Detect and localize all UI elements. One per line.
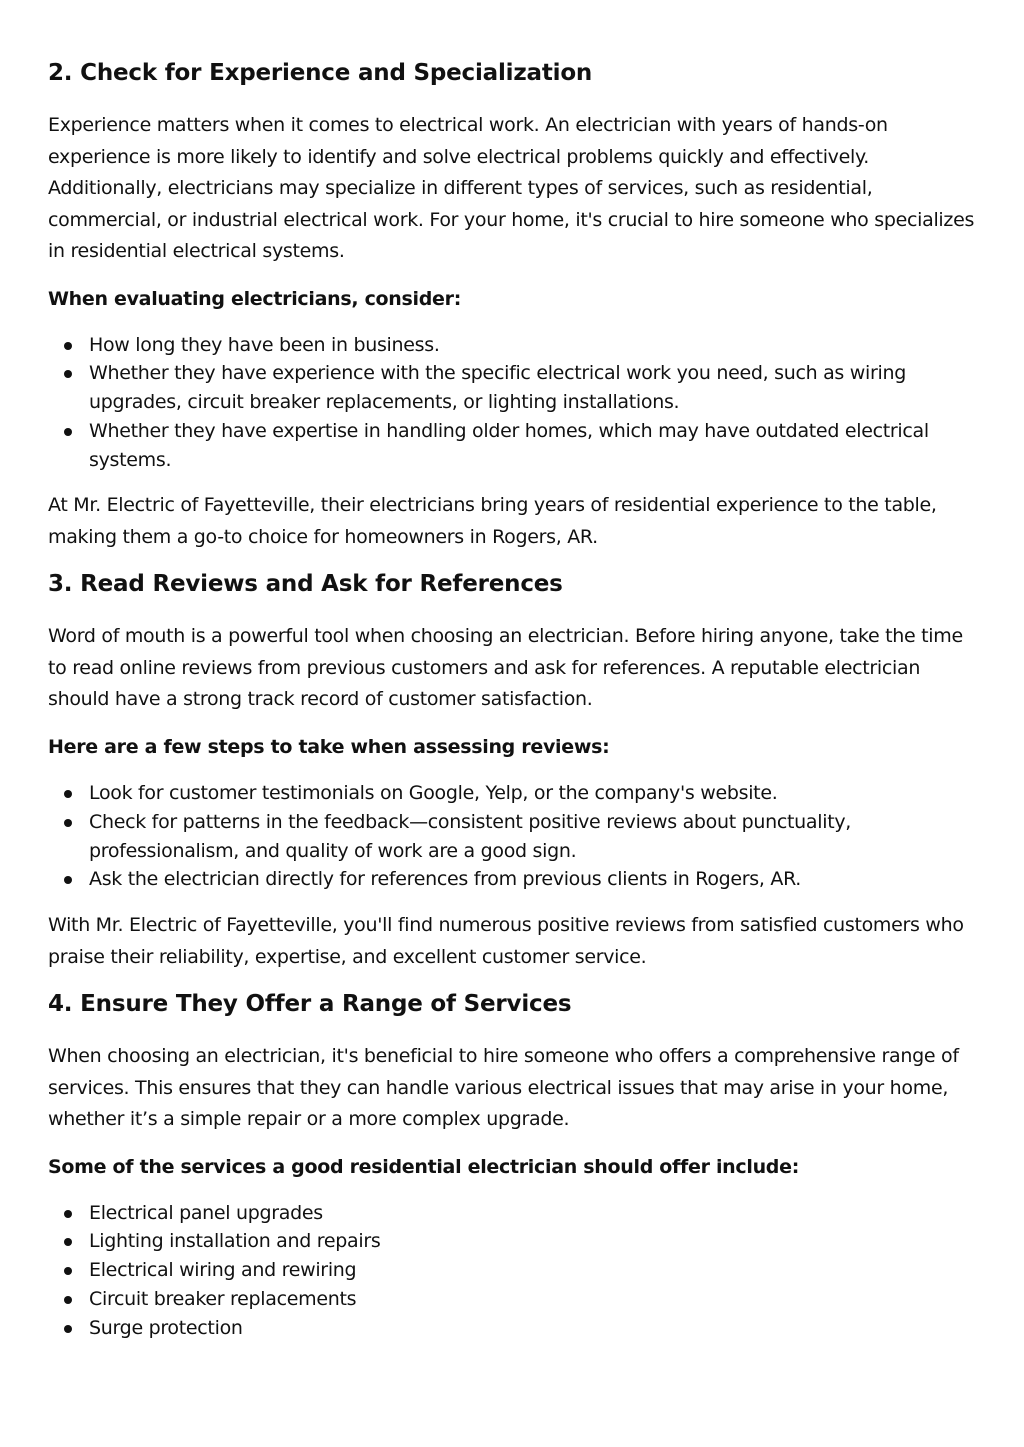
list-item [89,1285,984,1314]
section-closing-paragraph: With Mr. Electric of Fayetteville, you'll find numerous positive reviews from satisfied customers who praise their reliability, expertise, and excellent customer service. [48,914,964,968]
list-lead-text: When evaluating electricians, consider: [48,287,461,310]
section-heading-services: 4. Ensure They Offer a Range of Services [48,991,572,1018]
bullet-list [48,331,984,475]
bullet-list [48,1199,984,1343]
list-item-text: Look for customer testimonials on Google, Yelp, or the company's website. [89,781,778,804]
list-item [89,1199,984,1228]
list-item-text: Electrical wiring and rewiring [89,1259,357,1282]
list-item [89,359,984,417]
section-intro-paragraph: When choosing an electrician, it's beneficial to hire someone who offers a comprehensive range of services. This ensures that they can handle various electrical issues that may arise in your home, whether it’s a simple repair or a more complex upgrade. [48,1045,959,1131]
section-intro-paragraph: Experience matters when it comes to electrical work. An electrician with years of hands-on experience is more likely to identify and solve electrical problems quickly and effectively. Additionally, electricians may specialize in different types of services, such as residential, commercial, or industrial electrical work. For your home, it's crucial to hire someone who specializes in residential electrical systems. [48,114,975,262]
section-heading-experience: 2. Check for Experience and Specialization [48,60,593,86]
list-item-text: Whether they have experience with the specific electrical work you need, such as wiring upgrades, circuit breaker replacements, or lighting installations. [89,362,906,414]
bullet-icon [64,1210,72,1218]
bullet-list [48,779,984,894]
list-item [89,808,984,866]
list-lead-text: Some of the services a good residential electrician should offer include: [48,1155,799,1178]
bullet-icon [64,428,72,436]
list-item-text: Check for patterns in the feedback—consistent positive reviews about punctuality, professionalism, and quality of work are a good sign. [89,810,852,862]
bullet-icon [64,790,72,798]
list-item [89,1256,984,1285]
bullet-icon [64,1267,72,1275]
bullet-icon [64,1238,72,1246]
list-item-text: Electrical panel upgrades [89,1201,323,1224]
list-lead-text: Here are a few steps to take when assessing reviews: [48,735,610,758]
section-heading-reviews: 3. Read Reviews and Ask for References [48,571,563,598]
bullet-icon [64,342,72,350]
list-item [89,1227,984,1256]
list-item [89,331,984,360]
list-item [89,865,984,894]
bullet-icon [64,1325,72,1333]
bullet-icon [64,876,72,884]
list-item-text: How long they have been in business. [89,333,440,356]
bullet-icon [64,370,72,378]
list-item [89,1314,984,1343]
bullet-icon [64,819,72,827]
list-item-text: Circuit breaker replacements [89,1288,357,1311]
list-item-text: Whether they have expertise in handling older homes, which may have outdated electrical systems. [89,419,929,471]
list-item [89,779,984,808]
list-item [89,417,984,475]
bullet-icon [64,1296,72,1304]
list-item-text: Surge protection [89,1316,243,1339]
section-intro-paragraph: Word of mouth is a powerful tool when choosing an electrician. Before hiring anyone, take the time to read online reviews from previous customers and ask for references. A reputable electrician should have a strong track record of customer satisfaction. [48,625,963,711]
list-item-text: Ask the electrician directly for references from previous clients in Rogers, AR. [89,868,802,891]
list-item-text: Lighting installation and repairs [89,1230,381,1253]
section-closing-paragraph: At Mr. Electric of Fayetteville, their electricians bring years of residential experience to the table, making them a go-to choice for homeowners in Rogers, AR. [48,494,937,548]
